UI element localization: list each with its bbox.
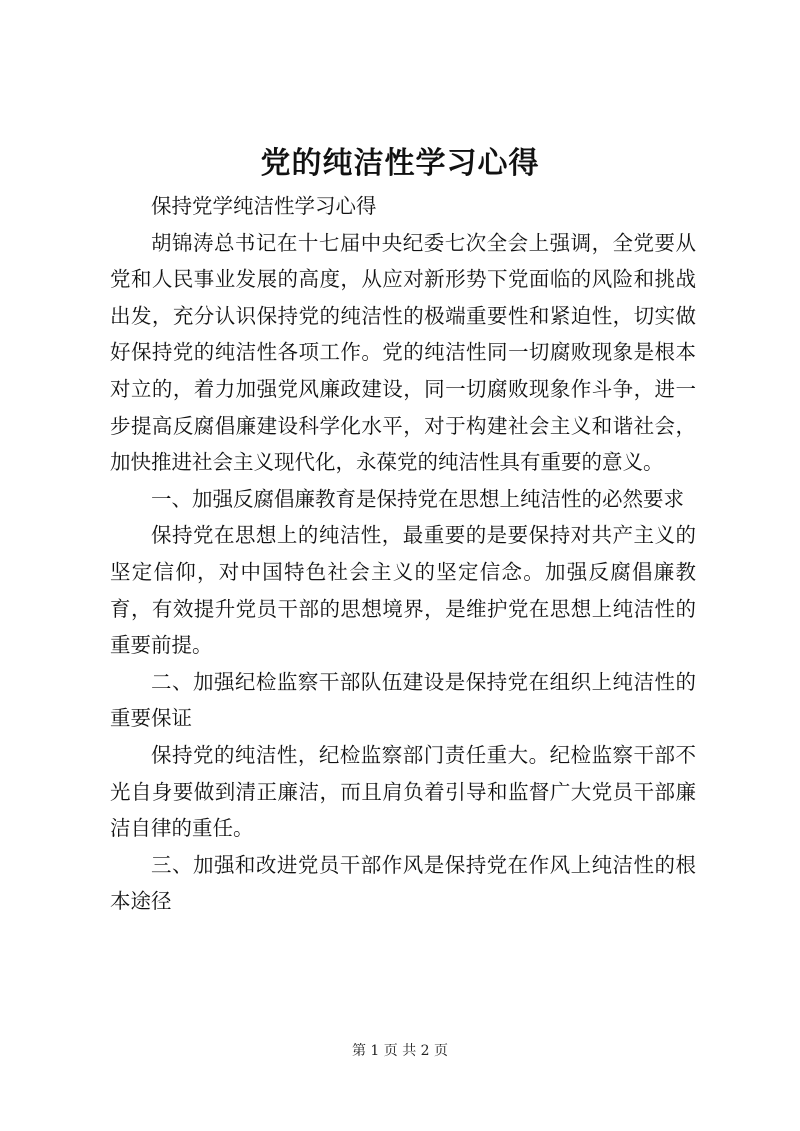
section-heading-2: 二、加强纪检监察干部队伍建设是保持党在组织上纯洁性的重要保证 (110, 669, 696, 731)
paragraph-section-2: 保持党的纯洁性，纪检监察部门责任重大。纪检监察干部不光自身要做到清正廉洁，而且肩负着引导和监督广大党员干部廉洁自律的重任。 (110, 742, 696, 841)
page-number-footer: 第 1 页 共 2 页 (351, 1043, 449, 1059)
document-title: 党的纯洁性学习心得 (260, 146, 540, 181)
section-heading-3: 三、加强和改进党员干部作风是保持党在作风上纯洁性的根本途径 (110, 852, 696, 914)
paragraph-subtitle: 保持党学纯洁性学习心得 (151, 194, 377, 218)
paragraph-intro: 胡锦涛总书记在十七届中央纪委七次全会上强调，全党要从党和人民事业发展的高度，从应对新形势下党面临的风险和挑战出发，充分认识保持党的纯洁性的极端重要性和紧迫性，切实做好保持党的纯洁性各项工作。党的纯洁性同一切腐败现象是根本对立的，着力加强党风廉政建设，同一切腐败现象作斗争，进一步提高反腐倡廉建设科学化水平，对于构建社会主义和谐社会，加快推进社会主义现代化，永葆党的纯洁性具有重要的意义。 (110, 230, 696, 475)
section-heading-1: 一、加强反腐倡廉教育是保持党在思想上纯洁性的必然要求 (151, 486, 684, 511)
paragraph-section-1: 保持党在思想上的纯洁性，最重要的是要保持对共产主义的坚定信仰，对中国特色社会主义的坚定信念。加强反腐倡廉教育，有效提升党员干部的思想境界，是维护党在思想上纯洁性的重要前提。 (110, 523, 696, 658)
document-body (110, 188, 696, 920)
